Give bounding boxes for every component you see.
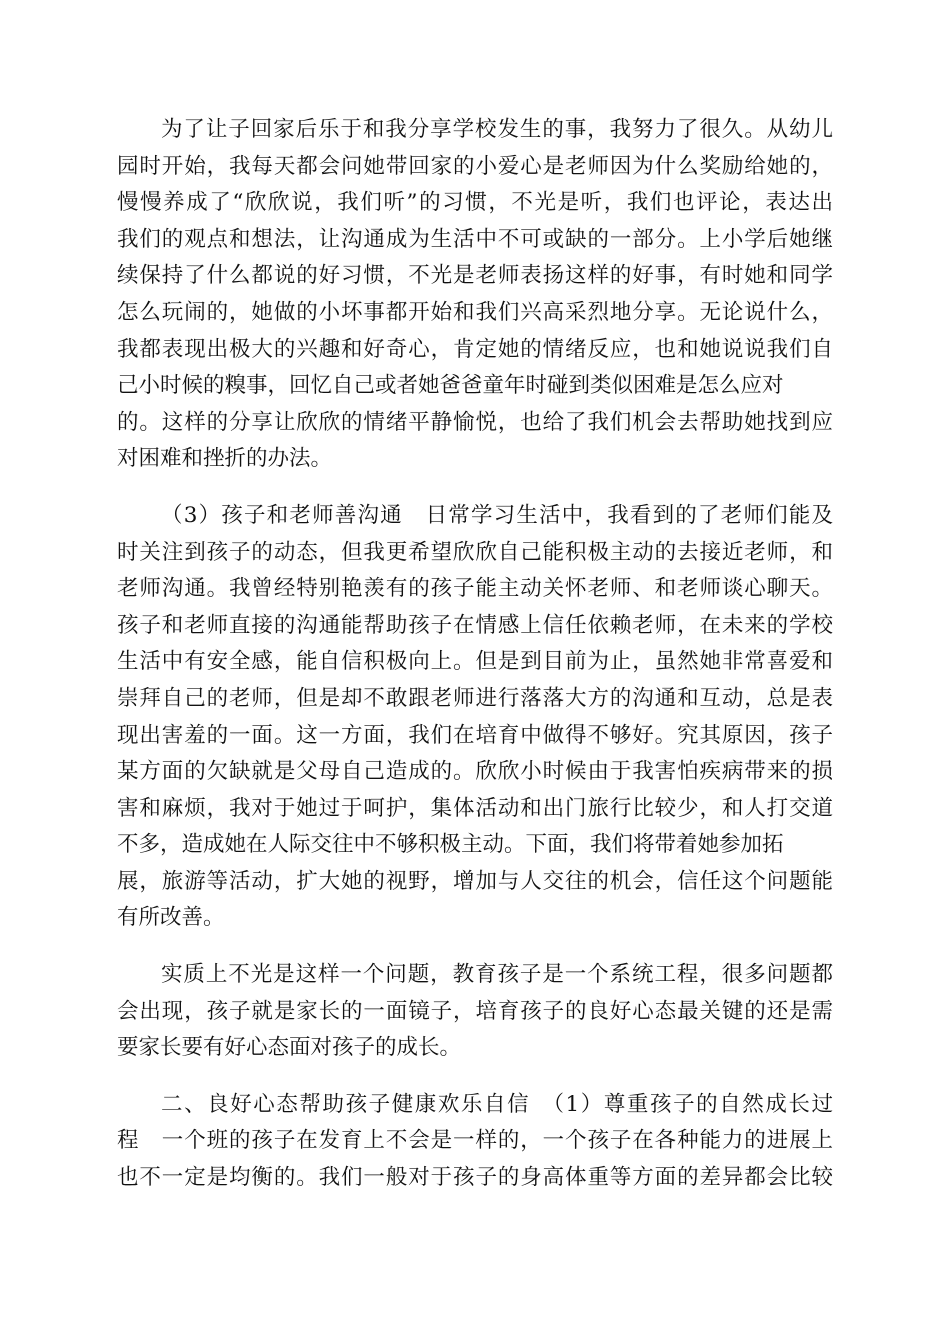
text-line: 我都表现出极大的兴趣和好奇心，肯定她的情绪反应，也和她说说我们自 bbox=[117, 336, 833, 362]
document-body bbox=[117, 112, 833, 1197]
text-line: 也不一定是均衡的。我们一般对于孩子的身高体重等方面的差异都会比较 bbox=[117, 1165, 833, 1191]
text-line: 我们的观点和想法，让沟通成为生活中不可或缺的一部分。上小学后她继 bbox=[117, 226, 833, 252]
text-line: 慢慢养成了“欣欣说，我们听”的习惯，不光是听，我们也评论，表达出 bbox=[117, 190, 833, 216]
text-line: 时关注到孩子的动态，但我更希望欣欣自己能积极主动的去接近老师，和 bbox=[117, 539, 833, 565]
text-line: 怎么玩闹的，她做的小坏事都开始和我们兴高采烈地分享。无论说什么， bbox=[117, 299, 833, 325]
text-line: 现出害羞的一面。这一方面，我们在培育中做得不够好。究其原因，孩子 bbox=[117, 722, 833, 748]
text-line: 对困难和挫折的办法。 bbox=[117, 446, 333, 472]
text-line: 要家长要有好心态面对孩子的成长。 bbox=[117, 1035, 462, 1061]
paragraph-teacher-communication bbox=[117, 498, 833, 937]
text-line: 续保持了什么都说的好习惯，不光是老师表扬这样的好事，有时她和同学 bbox=[117, 263, 833, 289]
text-line: 不多，造成她在人际交往中不够积极主动。下面，我们将带着她参加拓 bbox=[117, 832, 784, 858]
paragraph-spacer bbox=[117, 937, 833, 957]
text-line: 园时开始，我每天都会问她带回家的小爱心是老师因为什么奖励给她的， bbox=[117, 153, 833, 179]
text-line: 害和麻烦，我对于她过于呵护，集体活动和出门旅行比较少，和人打交道 bbox=[117, 795, 833, 821]
text-line: 孩子和老师直接的沟通能帮助孩子在情感上信任依赖老师，在未来的学校 bbox=[117, 612, 833, 638]
text-line: 有所改善。 bbox=[117, 905, 225, 931]
text-line: （3）孩子和老师善沟通 日常学习生活中，我看到的了老师们能及 bbox=[161, 502, 833, 528]
text-line: 某方面的欠缺就是父母自己造成的。欣欣小时候由于我害怕疾病带来的损 bbox=[117, 759, 833, 785]
text-line: 老师沟通。我曾经特别艳羡有的孩子能主动关怀老师、和老师谈心聊天。 bbox=[117, 576, 833, 602]
text-line: 会出现，孩子就是家长的一面镜子，培育孩子的良好心态最关键的还是需 bbox=[117, 998, 833, 1024]
paragraph-system-engineering bbox=[117, 957, 833, 1067]
paragraph-spacer bbox=[117, 478, 833, 498]
paragraph-sharing-habit bbox=[117, 112, 833, 478]
text-line: 的。这样的分享让欣欣的情绪平静愉悦，也给了我们机会去帮助她找到应 bbox=[117, 409, 833, 435]
text-line: 己小时候的糗事，回忆自己或者她爸爸童年时碰到类似困难是怎么应对 bbox=[117, 373, 784, 399]
section-heading-line: 二、良好心态帮助孩子健康欢乐自信 （1）尊重孩子的自然成长过 bbox=[161, 1091, 833, 1117]
text-line: 崇拜自己的老师，但是却不敢跟老师进行落落大方的沟通和互动，总是表 bbox=[117, 685, 833, 711]
text-line: 展，旅游等活动，扩大她的视野，增加与人交往的机会，信任这个问题能 bbox=[117, 868, 833, 894]
text-line: 为了让子回家后乐于和我分享学校发生的事，我努力了很久。从幼儿 bbox=[161, 117, 833, 142]
paragraph-section-two bbox=[117, 1087, 833, 1197]
text-line: 实质上不光是这样一个问题，教育孩子是一个系统工程，很多问题都 bbox=[161, 962, 833, 988]
text-line: 程 一个班的孩子在发育上不会是一样的，一个孩子在各种能力的进展上 bbox=[117, 1128, 833, 1154]
paragraph-spacer bbox=[117, 1067, 833, 1087]
text-line: 生活中有安全感，能自信积极向上。但是到目前为止，虽然她非常喜爱和 bbox=[117, 649, 833, 675]
